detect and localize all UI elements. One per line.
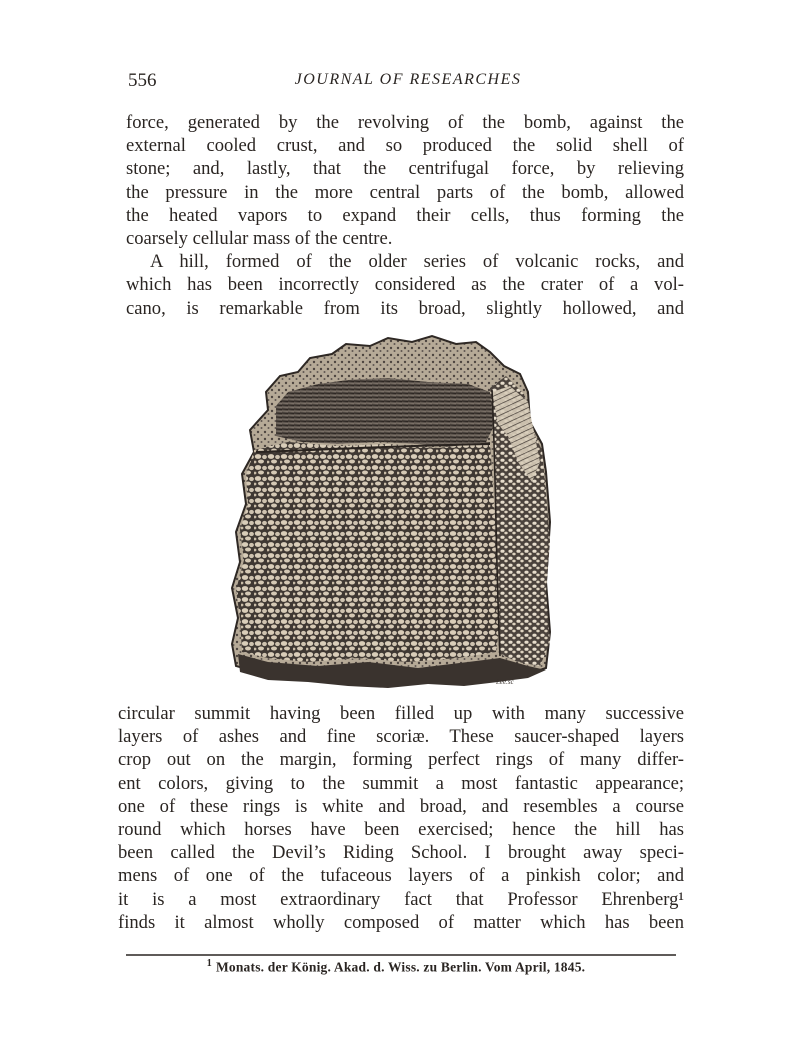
running-head: JOURNAL OF RESEARCHES <box>294 71 522 88</box>
text-line: cano, is remarkable from its broad, slightly hollowed, and <box>126 297 684 319</box>
text-line: round which horses have been exercised; hence the hill has <box>118 818 684 840</box>
upper-text-block <box>126 111 684 320</box>
text-line: finds it almost wholly composed of matter which has been <box>118 911 684 933</box>
text-line: been called the Devil’s Riding School. I brought away speci- <box>118 842 684 864</box>
engraving-illustration <box>228 332 568 690</box>
footnote-text: Monats. der König. Akad. d. Wiss. zu Berlin. Vom April, 1845. <box>215 959 586 975</box>
engraver-signature: Lee.sc <box>496 678 514 686</box>
text-line: the pressure in the more central parts of the bomb, allowed <box>126 181 684 203</box>
text-line: the heated vapors to expand their cells, thus forming the <box>126 204 684 226</box>
text-line: which has been incorrectly considered as the crater of a vol- <box>126 274 684 296</box>
volcanic-bomb-engraving <box>228 332 568 690</box>
text-line: mens of one of the tufaceous layers of a pinkish color; and <box>118 865 684 887</box>
footnote <box>126 958 666 976</box>
text-line: it is a most extraordinary fact that Professor Ehrenberg¹ <box>118 888 684 910</box>
text-line: force, generated by the revolving of the bomb, against the <box>126 112 684 133</box>
lower-text-block <box>118 702 684 934</box>
text-line: ent colors, giving to the summit a most fantastic appearance; <box>118 772 684 794</box>
text-line: coarsely cellular mass of the centre. <box>126 227 393 249</box>
page-number: 556 <box>128 70 157 91</box>
text-line: crop out on the margin, forming perfect rings of many differ- <box>118 749 684 771</box>
text-line: stone; and, lastly, that the centrifugal force, by relieving <box>126 158 684 180</box>
text-line: layers of ashes and fine scoriæ. These saucer-shaped layers <box>118 726 684 748</box>
text-line: circular summit having been filled up with many successive <box>118 703 684 724</box>
footnote-rule <box>126 944 676 948</box>
page-header <box>128 70 688 96</box>
text-line: external cooled crust, and so produced the solid shell of <box>126 135 684 157</box>
footnote-marker: 1 <box>206 958 212 969</box>
text-line: A hill, formed of the older series of volcanic rocks, and <box>150 251 684 273</box>
text-line: one of these rings is white and broad, and resembles a course <box>118 795 684 817</box>
